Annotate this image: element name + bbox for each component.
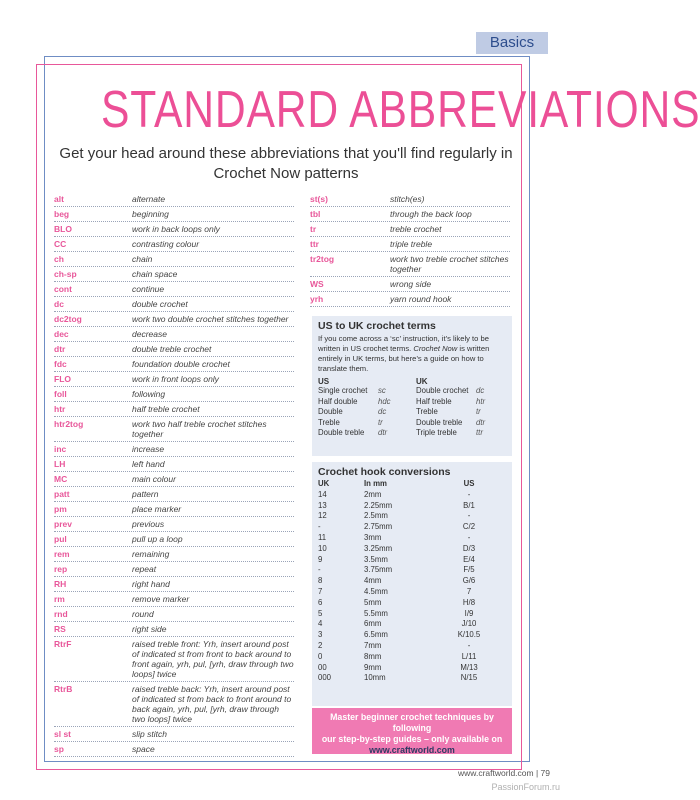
hook-uk-size: 7	[318, 586, 323, 596]
abbreviation-row	[54, 402, 294, 417]
abbreviation-code: FLO	[54, 374, 71, 384]
abbreviation-meaning: work in front loops only	[132, 374, 219, 384]
abbreviation-row	[310, 277, 510, 292]
abbreviation-row	[54, 192, 294, 207]
abbreviation-code: rep	[54, 564, 68, 574]
hook-uk-size: -	[318, 565, 321, 575]
uk-term-row	[416, 386, 506, 397]
abbreviation-code: ch	[54, 254, 64, 264]
promo-line-2: our step-by-step guides – only available on	[321, 734, 503, 744]
terms-uk-column	[416, 377, 506, 439]
uk-term-row	[416, 407, 506, 418]
hook-table-row	[318, 501, 506, 512]
abbreviation-code: RtrF	[54, 639, 72, 649]
terms-box-intro: If you come across a ‘sc’ instruction, it’s likely to be written in US crochet terms. Crochet Now is written entirely in UK terms, but here’s a guide on how to translate them.	[318, 334, 490, 373]
hook-table-row	[318, 609, 506, 620]
page-subtitle: Get your head around these abbreviations that you'll find regularly in Crochet Now patterns	[59, 145, 513, 182]
abbreviation-meaning: work two double crochet stitches together	[132, 314, 289, 324]
abbreviation-code: MC	[54, 474, 68, 484]
hook-table-row	[318, 511, 506, 522]
abbreviation-meaning: through the back loop	[390, 209, 472, 219]
abbreviation-row	[54, 357, 294, 372]
abbreviation-meaning: repeat	[132, 564, 157, 574]
uk-term-name: Double treble	[416, 417, 463, 427]
page-title: STANDARD ABBREVIATIONS	[101, 81, 700, 139]
hook-us-size: -	[467, 532, 471, 542]
uk-term-abbreviation: dc	[476, 386, 485, 395]
abbreviation-row	[54, 327, 294, 342]
abbreviation-meaning: slip stitch	[132, 729, 167, 739]
abbreviation-code: patt	[54, 489, 70, 499]
abbreviation-row	[54, 637, 294, 682]
hook-uk-size: 6	[318, 597, 323, 607]
abbreviation-meaning: pull up a loop	[132, 534, 183, 544]
abbreviation-row	[54, 607, 294, 622]
hook-header-mm: In mm	[364, 479, 387, 488]
hook-mm-size: 3.75mm	[364, 565, 393, 575]
abbreviation-code: RH	[54, 579, 67, 589]
abbreviation-meaning: work in back loops only	[132, 224, 220, 234]
abbreviation-row	[54, 622, 294, 637]
hook-table-row	[318, 490, 506, 501]
abbreviation-row	[310, 192, 510, 207]
abbreviation-row	[54, 562, 294, 577]
abbreviation-row	[54, 517, 294, 532]
hook-mm-size: 5.5mm	[364, 608, 388, 618]
terms-us-header: US	[318, 377, 330, 386]
us-term-abbreviation: sc	[378, 386, 386, 395]
abbreviation-code: sl st	[54, 729, 72, 739]
hook-us-size: E/4	[463, 554, 475, 564]
abbreviation-code: prev	[54, 519, 72, 529]
abbreviation-code: cont	[54, 284, 72, 294]
abbreviation-row	[54, 252, 294, 267]
abbreviation-meaning: chain space	[132, 269, 178, 279]
abbreviation-code: foll	[54, 389, 67, 399]
abbreviation-code: pul	[54, 534, 67, 544]
abbreviation-code: inc	[54, 444, 67, 454]
abbreviation-row	[54, 502, 294, 517]
abbreviation-row	[310, 237, 510, 252]
hook-header-us: US	[463, 479, 475, 488]
abbreviation-row	[310, 292, 510, 307]
abbreviation-row	[54, 727, 294, 742]
hook-table-row	[318, 619, 506, 630]
abbreviation-meaning: foundation double crochet	[132, 359, 230, 369]
abbreviation-code: beg	[54, 209, 70, 219]
abbreviation-code: pm	[54, 504, 67, 514]
us-term-row	[318, 386, 408, 397]
hook-us-size: K/10.5	[457, 630, 481, 640]
hook-mm-size: 7mm	[364, 640, 382, 650]
hook-mm-size: 3mm	[364, 532, 382, 542]
hook-us-size: G/6	[462, 576, 476, 586]
abbreviation-meaning: left hand	[132, 459, 165, 469]
hook-mm-size: 2mm	[364, 489, 382, 499]
hook-mm-size: 3.25mm	[364, 543, 393, 553]
uk-term-abbreviation: htr	[476, 396, 486, 406]
hook-uk-size: 11	[318, 532, 327, 542]
hook-uk-size: 12	[318, 511, 327, 521]
abbreviation-code: dc	[54, 299, 64, 309]
abbreviation-row	[54, 372, 294, 387]
hook-us-size: I/9	[464, 608, 474, 618]
promo-banner	[312, 708, 512, 754]
hook-us-size: -	[467, 489, 471, 499]
abbreviation-code: alt	[54, 194, 64, 204]
abbreviation-meaning: raised treble front: Yrh, insert around post of indicated st from front to back around to front again, yrh, pul, [yrh, draw through two loops] twice	[132, 639, 294, 679]
hook-table-row	[318, 544, 506, 555]
hook-table-row	[318, 652, 506, 663]
hook-mm-size: 9mm	[364, 662, 382, 672]
abbreviation-code: dc2tog	[54, 314, 82, 324]
hook-mm-size: 2.5mm	[364, 511, 388, 521]
hook-uk-size: 2	[318, 640, 323, 650]
abbreviation-code: ch-sp	[54, 269, 77, 279]
abbreviation-meaning: beginning	[132, 209, 169, 219]
abbreviation-row	[54, 577, 294, 592]
us-term-abbreviation: tr	[378, 417, 383, 427]
abbreviation-code: RtrB	[54, 684, 73, 694]
promo-line-1: Master beginner crochet techniques by following	[330, 712, 494, 733]
abbreviation-row	[54, 282, 294, 297]
abbreviation-row	[54, 547, 294, 562]
hook-us-size: -	[467, 640, 471, 650]
abbreviation-meaning: triple treble	[390, 239, 433, 249]
abbreviation-row	[54, 417, 294, 442]
hook-table-row	[318, 533, 506, 544]
hook-box-title: Crochet hook conversions	[318, 466, 451, 478]
abbreviation-row	[54, 207, 294, 222]
uk-term-row	[416, 428, 506, 439]
watermark: PassionForum.ru	[491, 782, 560, 792]
hook-uk-size: 8	[318, 576, 323, 586]
hook-table-header	[318, 479, 506, 490]
abbreviation-row	[54, 222, 294, 237]
abbreviation-meaning: remaining	[132, 549, 170, 559]
abbreviation-meaning: chain	[132, 254, 153, 264]
us-term-name: Double	[318, 407, 343, 416]
hook-us-size: D/3	[462, 543, 476, 553]
hook-us-size: 7	[466, 586, 472, 596]
abbreviation-meaning: raised treble back: Yrh, insert around post of indicated st from back to front around to back again, yrh, pul, [yrh, draw through two loops] twice	[132, 684, 292, 724]
hook-table-row	[318, 598, 506, 609]
hook-table-row	[318, 576, 506, 587]
abbreviation-row	[54, 682, 294, 727]
abbreviation-row	[310, 222, 510, 237]
uk-term-name: Half treble	[416, 396, 452, 406]
abbreviation-row	[54, 297, 294, 312]
abbreviation-row	[54, 442, 294, 457]
abbreviation-meaning: stitch(es)	[390, 194, 425, 204]
uk-term-abbreviation: dtr	[476, 417, 486, 427]
section-tab: Basics	[476, 32, 548, 54]
hook-uk-size: 13	[318, 500, 327, 510]
abbreviation-code: rem	[54, 549, 70, 559]
abbreviation-code: CC	[54, 239, 67, 249]
hook-uk-size: 3	[318, 630, 323, 640]
us-term-name: Treble	[318, 417, 340, 427]
us-term-row	[318, 428, 408, 439]
abbreviation-row	[54, 592, 294, 607]
abbreviation-code: dtr	[54, 344, 66, 354]
hook-table-row	[318, 522, 506, 533]
hook-uk-size: 5	[318, 608, 323, 618]
abbreviation-code: yrh	[310, 294, 324, 304]
hook-table-row	[318, 555, 506, 566]
hook-mm-size: 4mm	[364, 576, 382, 586]
hook-us-size: -	[467, 511, 471, 521]
abbreviation-meaning: main colour	[132, 474, 176, 484]
abbreviation-code: htr	[54, 404, 66, 414]
abbreviation-row	[54, 742, 294, 757]
hook-us-size: L/11	[461, 651, 477, 661]
abbreviation-row	[54, 387, 294, 402]
abbreviation-code: htr2tog	[54, 419, 84, 429]
hook-mm-size: 10mm	[364, 673, 386, 683]
abbreviation-meaning: work two treble crochet stitches together	[390, 254, 509, 274]
us-term-row	[318, 397, 408, 408]
abbreviation-row	[54, 472, 294, 487]
abbreviation-row	[54, 532, 294, 547]
abbreviation-meaning: round	[132, 609, 154, 619]
hook-uk-size: 0	[318, 651, 323, 661]
hook-table-row	[318, 630, 506, 641]
hook-mm-size: 8mm	[364, 651, 382, 661]
page-footer: www.craftworld.com | 79	[458, 768, 550, 778]
abbreviation-meaning: treble crochet	[390, 224, 442, 234]
terms-box-title: US to UK crochet terms	[318, 320, 436, 332]
terms-uk-header: UK	[416, 377, 428, 386]
abbreviation-meaning: work two half treble crochet stitches together	[132, 419, 267, 439]
hook-table-row	[318, 565, 506, 576]
hook-mm-size: 5mm	[364, 597, 382, 607]
abbreviation-code: fdc	[54, 359, 67, 369]
abbreviation-meaning: following	[132, 389, 166, 399]
us-uk-terms-box	[312, 316, 512, 456]
abbreviation-meaning: pattern	[132, 489, 159, 499]
us-term-row	[318, 407, 408, 418]
hook-us-size: F/5	[463, 565, 475, 575]
abbreviation-code: RS	[54, 624, 66, 634]
abbreviation-meaning: half treble crochet	[132, 404, 200, 414]
abbreviation-row	[54, 312, 294, 327]
hook-mm-size: 2.25mm	[364, 500, 393, 510]
hook-uk-size: 14	[318, 489, 327, 499]
us-term-abbreviation: hdc	[378, 396, 391, 406]
uk-term-abbreviation: tr	[476, 407, 481, 416]
abbreviation-code: tr2tog	[310, 254, 335, 264]
abbreviation-row	[54, 267, 294, 282]
abbreviation-meaning: decrease	[132, 329, 167, 339]
abbreviation-row	[310, 207, 510, 222]
promo-url-link[interactable]: www.craftworld.com	[369, 745, 455, 755]
abbreviation-meaning: increase	[132, 444, 165, 454]
abbreviation-meaning: yarn round hook	[390, 294, 452, 304]
hook-uk-size: 10	[318, 543, 327, 553]
uk-term-row	[416, 418, 506, 429]
hook-us-size: M/13	[460, 662, 478, 672]
abbreviation-code: rm	[54, 594, 65, 604]
abbreviation-meaning: previous	[132, 519, 165, 529]
abbreviation-meaning: double crochet	[132, 299, 188, 309]
hook-us-size: N/15	[460, 673, 478, 683]
hook-uk-size: 9	[318, 554, 323, 564]
abbreviation-code: dec	[54, 329, 69, 339]
us-term-abbreviation: dc	[378, 407, 387, 416]
abbreviation-meaning: right hand	[132, 579, 170, 589]
hook-us-size: J/10	[461, 619, 477, 629]
hook-table-row	[318, 641, 506, 652]
uk-term-name: Treble	[416, 407, 438, 416]
abbreviation-meaning: space	[132, 744, 155, 754]
abbreviation-code: WS	[310, 279, 324, 289]
abbreviation-row	[54, 487, 294, 502]
abbreviation-meaning: contrasting colour	[132, 239, 200, 249]
abbreviation-meaning: continue	[132, 284, 165, 294]
abbreviation-code: tbl	[310, 209, 321, 219]
terms-us-column	[318, 377, 408, 439]
abbreviation-meaning: place marker	[132, 504, 182, 514]
us-term-row	[318, 418, 408, 429]
abbreviation-code: sp	[54, 744, 64, 754]
hook-conversion-box	[312, 462, 512, 706]
hook-header-uk: UK	[318, 479, 330, 488]
abbreviation-row	[310, 252, 510, 277]
abbreviation-meaning: alternate	[132, 194, 166, 204]
abbreviation-code: LH	[54, 459, 66, 469]
hook-us-size: C/2	[462, 522, 476, 532]
hook-mm-size: 4.5mm	[364, 586, 388, 596]
abbreviation-row	[54, 457, 294, 472]
abbreviation-row	[54, 237, 294, 252]
abbreviation-list-left	[54, 192, 294, 757]
hook-table-row	[318, 663, 506, 674]
hook-table-row	[318, 673, 506, 684]
us-term-name: Half double	[318, 396, 358, 406]
uk-term-abbreviation: ttr	[476, 428, 483, 437]
hook-uk-size: 4	[318, 619, 323, 629]
hook-uk-size: 000	[318, 673, 332, 683]
us-term-name: Double treble	[318, 428, 365, 437]
abbreviation-list-right	[310, 192, 510, 307]
abbreviation-meaning: right side	[132, 624, 167, 634]
hook-us-size: B/1	[463, 500, 475, 510]
abbreviation-meaning: wrong side	[390, 279, 432, 289]
us-term-abbreviation: dtr	[378, 428, 388, 437]
uk-term-row	[416, 397, 506, 408]
us-term-name: Single crochet	[318, 386, 368, 395]
hook-mm-size: 3.5mm	[364, 554, 388, 564]
hook-mm-size: 6.5mm	[364, 630, 388, 640]
abbreviation-code: BLO	[54, 224, 72, 234]
abbreviation-meaning: remove marker	[132, 594, 190, 604]
hook-mm-size: 2.75mm	[364, 522, 393, 532]
hook-uk-size: -	[318, 522, 321, 532]
abbreviation-code: rnd	[54, 609, 68, 619]
abbreviation-row	[54, 342, 294, 357]
abbreviation-code: tr	[310, 224, 317, 234]
abbreviation-code: ttr	[310, 239, 319, 249]
hook-us-size: H/8	[462, 597, 476, 607]
hook-mm-size: 6mm	[364, 619, 382, 629]
abbreviation-code: st(s)	[310, 194, 328, 204]
hook-uk-size: 00	[318, 662, 327, 672]
uk-term-name: Triple treble	[416, 428, 457, 437]
uk-term-name: Double crochet	[416, 386, 469, 395]
hook-table-row	[318, 587, 506, 598]
abbreviation-meaning: double treble crochet	[132, 344, 212, 354]
